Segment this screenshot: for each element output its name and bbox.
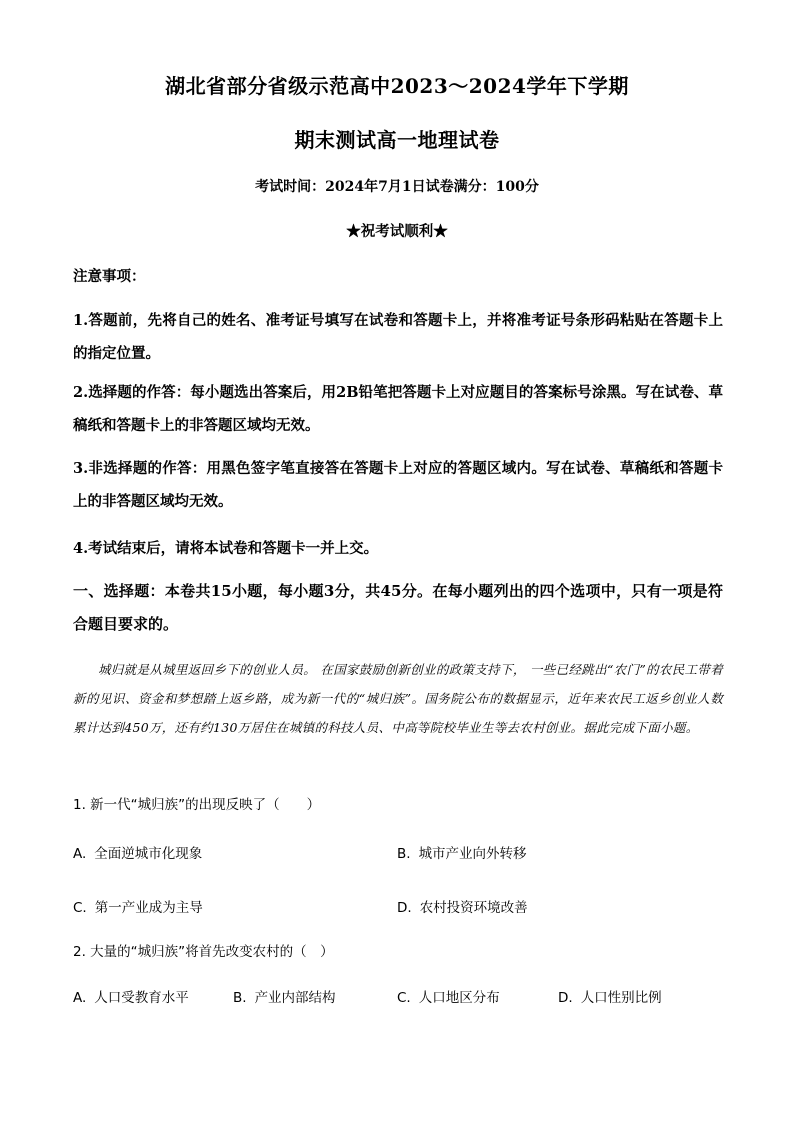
option-text: 产业内部结构	[254, 990, 336, 1006]
option-text: 全面逆城市化现象	[94, 846, 203, 862]
exam-title-line2: 期末测试高一地理试卷	[294, 128, 500, 152]
notes-heading: 注意事项：	[73, 268, 146, 285]
question-1-option-d[interactable]	[397, 896, 528, 916]
option-letter: D.	[397, 900, 412, 916]
option-letter: A.	[73, 990, 87, 1006]
note-item-4: 4.考试结束后，请将本试卷和答题卡一并上交。	[73, 540, 379, 557]
option-text: 农村投资环境改善	[419, 900, 528, 916]
exam-title-line1: 湖北省部分省级示范高中2023～2024学年下学期	[165, 74, 629, 98]
option-letter: B.	[397, 846, 411, 862]
option-letter: A.	[73, 846, 87, 862]
question-2-option-d[interactable]	[558, 986, 662, 1006]
option-text: 第一产业成为主导	[94, 900, 203, 916]
blessing-text: ★祝考试顺利★	[346, 223, 448, 240]
question-1-option-a[interactable]	[73, 842, 202, 862]
option-text: 城市产业向外转移	[418, 846, 527, 862]
question-2-option-c[interactable]	[397, 986, 500, 1006]
option-letter: B.	[233, 990, 247, 1006]
option-letter: C.	[397, 990, 411, 1006]
question-2-stem: 2. 大量的“城归族”将首先改变农村的（ ）	[73, 944, 334, 960]
question-2-option-a[interactable]	[73, 986, 189, 1006]
note-item-1: 1.答题前，先将自己的姓名、准考证号填写在试卷和答题卡上，并将准考证号条形码粘贴在答题卡上的指定位置。	[73, 312, 723, 362]
section-title: 一、选择题：本卷共15小题，每小题3分，共45分。在每小题列出的四个选项中，只有一项是符合题目要求的。	[73, 582, 723, 633]
note-item-3: 3.非选择题的作答：用黑色签字笔直接答在答题卡上对应的答题区域内。写在试卷、草稿纸和答题卡上的非答题区域均无效。	[73, 460, 723, 510]
option-letter: D.	[558, 990, 573, 1006]
question-1-stem: 1. 新一代“城归族”的出现反映了（ ）	[73, 797, 321, 813]
option-text: 人口受教育水平	[94, 990, 189, 1006]
question-1-option-c[interactable]	[73, 896, 203, 916]
question-1-option-b[interactable]	[397, 842, 527, 862]
option-text: 人口性别比例	[580, 990, 662, 1006]
question-2-option-b[interactable]	[233, 986, 336, 1006]
option-letter: C.	[73, 900, 87, 916]
reading-material: 城归就是从城里返回乡下的创业人员。 在国家鼓励创新创业的政策支持下， 一些已经跳出“农门”的农民工带着新的见识、资金和梦想踏上返乡路，成为新一代的“城归族”。国务院公布的数据显示，近年来农民工返乡创业人数累计达到450万，还有约130万居住在城镇的科技人员、中高等院校毕业生等去农村创业。据此完成下面小题。	[73, 662, 723, 735]
note-item-2: 2.选择题的作答：每小题选出答案后，用2B铅笔把答题卡上对应题目的答案标号涂黑。写在试卷、草稿纸和答题卡上的非答题区域均无效。	[73, 384, 723, 434]
option-text: 人口地区分布	[418, 990, 500, 1006]
exam-info: 考试时间：2024年7月1日试卷满分：100分	[255, 179, 539, 195]
